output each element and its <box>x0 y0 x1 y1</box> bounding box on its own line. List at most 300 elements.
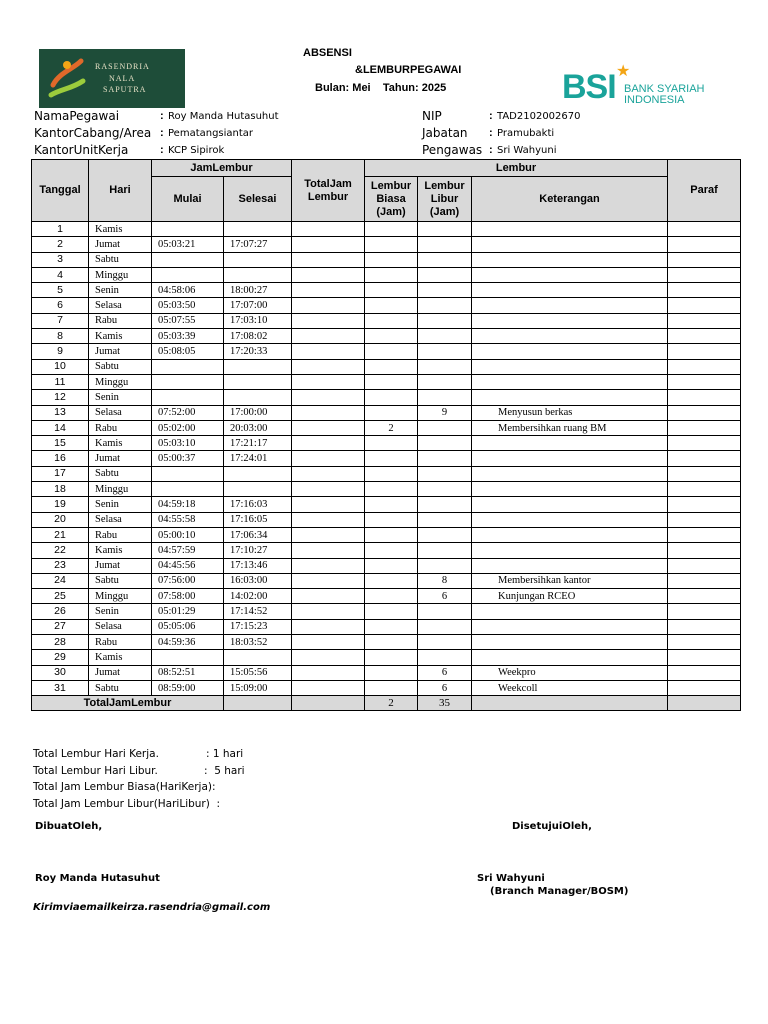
cell-lembur-biasa <box>365 650 418 665</box>
cell-paraf <box>668 466 741 481</box>
cell-mulai: 05:03:10 <box>152 436 224 451</box>
cell-lembur-libur: 6 <box>418 589 472 604</box>
signer-right-role: (Branch Manager/BOSM) <box>490 886 629 897</box>
cell-mulai: 07:56:00 <box>152 573 224 588</box>
nama-label: NamaPegawai <box>34 109 120 123</box>
cell-lembur-libur: 6 <box>418 680 472 695</box>
cell-mulai: 04:59:18 <box>152 497 224 512</box>
cell-selesai: 18:03:52 <box>224 635 292 650</box>
cell-paraf <box>668 329 741 344</box>
table-row <box>32 237 741 252</box>
signer-right-name: Sri Wahyuni <box>477 873 545 884</box>
cell-mulai: 05:08:05 <box>152 344 224 359</box>
cell-paraf <box>668 252 741 267</box>
attendance-table <box>31 159 741 711</box>
cell-keterangan <box>472 237 668 252</box>
table-row <box>32 344 741 359</box>
cell-lembur-biasa <box>365 344 418 359</box>
cell-lembur-libur <box>418 283 472 298</box>
cell-selesai <box>224 222 292 237</box>
cell-keterangan <box>472 329 668 344</box>
cell-total-jam <box>292 267 365 282</box>
cell-tanggal: 19 <box>32 497 89 512</box>
table-row <box>32 329 741 344</box>
cell-keterangan: Membersihkan kantor <box>472 573 668 588</box>
cell-mulai <box>152 650 224 665</box>
table-row <box>32 466 741 481</box>
cell-hari: Jumat <box>89 451 152 466</box>
cell-tanggal: 13 <box>32 405 89 420</box>
cell-mulai <box>152 252 224 267</box>
doc-title-1: ABSENSI <box>303 47 352 59</box>
cell-lembur-libur <box>418 313 472 328</box>
cell-keterangan <box>472 252 668 267</box>
pengawas-colon: : <box>489 144 493 156</box>
cell-lembur-biasa <box>365 267 418 282</box>
nama-colon: : <box>160 110 164 122</box>
unit-label: KantorUnitKerja <box>34 143 129 157</box>
kantor-colon: : <box>160 127 164 139</box>
cell-mulai: 05:00:37 <box>152 451 224 466</box>
cell-paraf <box>668 650 741 665</box>
cell-lembur-libur <box>418 222 472 237</box>
table-row <box>32 619 741 634</box>
header-selesai: Selesai <box>224 177 292 222</box>
header-lembur: Lembur <box>365 160 668 177</box>
cell-selesai: 17:16:05 <box>224 512 292 527</box>
cell-lembur-libur <box>418 619 472 634</box>
cell-hari: Minggu <box>89 589 152 604</box>
cell-keterangan <box>472 635 668 650</box>
header-jam-lembur: JamLembur <box>152 160 292 177</box>
cell-lembur-libur <box>418 374 472 389</box>
cell-total-jam <box>292 604 365 619</box>
cell-total-jam <box>292 558 365 573</box>
cell-mulai <box>152 374 224 389</box>
table-row <box>32 359 741 374</box>
cell-tanggal: 31 <box>32 680 89 695</box>
cell-total-jam <box>292 497 365 512</box>
cell-total-jam <box>292 298 365 313</box>
cell-hari: Sabtu <box>89 573 152 588</box>
cell-keterangan <box>472 527 668 542</box>
cell-hari: Jumat <box>89 344 152 359</box>
kantor-value: Pematangsiantar <box>168 128 254 139</box>
cell-tanggal: 28 <box>32 635 89 650</box>
cell-total-jam <box>292 543 365 558</box>
table-row <box>32 680 741 695</box>
cell-total-jam <box>292 405 365 420</box>
table-row <box>32 482 741 497</box>
cell-paraf <box>668 420 741 435</box>
cell-paraf <box>668 436 741 451</box>
cell-lembur-libur <box>418 466 472 481</box>
cell-total-jam <box>292 619 365 634</box>
cell-lembur-libur <box>418 497 472 512</box>
table-row <box>32 420 741 435</box>
cell-keterangan <box>472 359 668 374</box>
cell-keterangan <box>472 512 668 527</box>
cell-hari: Senin <box>89 390 152 405</box>
table-row <box>32 283 741 298</box>
total-lembur-biasa: 2 <box>365 696 418 711</box>
cell-hari: Senin <box>89 497 152 512</box>
cell-keterangan: Membersihkan ruang BM <box>472 420 668 435</box>
cell-selesai: 17:00:00 <box>224 405 292 420</box>
cell-hari: Senin <box>89 283 152 298</box>
cell-lembur-biasa <box>365 329 418 344</box>
cell-lembur-biasa <box>365 635 418 650</box>
cell-total-jam <box>292 680 365 695</box>
cell-selesai <box>224 267 292 282</box>
cell-keterangan <box>472 390 668 405</box>
unit-value: KCP Sipirok <box>168 145 225 156</box>
table-row <box>32 405 741 420</box>
cell-hari: Kamis <box>89 436 152 451</box>
cell-selesai: 17:10:27 <box>224 543 292 558</box>
summary-jam-libur-label: Total Jam Lembur Libur(HariLibur) : <box>33 798 221 810</box>
cell-selesai: 17:07:27 <box>224 237 292 252</box>
cell-total-jam <box>292 222 365 237</box>
cell-lembur-biasa <box>365 665 418 680</box>
cell-paraf <box>668 665 741 680</box>
cell-lembur-biasa <box>365 313 418 328</box>
cell-total-jam <box>292 650 365 665</box>
bsi-logo-mark: BSI <box>562 68 616 106</box>
cell-total-jam <box>292 329 365 344</box>
cell-lembur-libur <box>418 512 472 527</box>
cell-tanggal: 17 <box>32 466 89 481</box>
cell-selesai: 17:08:02 <box>224 329 292 344</box>
cell-lembur-biasa <box>365 573 418 588</box>
cell-hari: Kamis <box>89 329 152 344</box>
cell-paraf <box>668 222 741 237</box>
table-row <box>32 589 741 604</box>
cell-hari: Jumat <box>89 665 152 680</box>
cell-paraf <box>668 558 741 573</box>
cell-total-jam <box>292 512 365 527</box>
cell-mulai <box>152 359 224 374</box>
cell-lembur-biasa <box>365 405 418 420</box>
summary-hari-libur-value: : 5 hari <box>204 765 245 777</box>
cell-selesai: 15:09:00 <box>224 680 292 695</box>
cell-lembur-biasa <box>365 604 418 619</box>
cell-mulai: 05:01:29 <box>152 604 224 619</box>
cell-keterangan <box>472 344 668 359</box>
cell-mulai: 05:03:21 <box>152 237 224 252</box>
kantor-label: KantorCabang/Area <box>34 126 152 140</box>
cell-hari: Selasa <box>89 405 152 420</box>
cell-paraf <box>668 512 741 527</box>
cell-hari: Jumat <box>89 237 152 252</box>
cell-selesai: 20:03:00 <box>224 420 292 435</box>
cell-hari: Senin <box>89 604 152 619</box>
cell-selesai <box>224 390 292 405</box>
cell-lembur-libur <box>418 543 472 558</box>
cell-keterangan <box>472 283 668 298</box>
header-mulai: Mulai <box>152 177 224 222</box>
email-note: Kirimviaemailkeirza.rasendria@gmail.com <box>33 902 271 913</box>
cell-mulai: 05:05:06 <box>152 619 224 634</box>
table-row <box>32 451 741 466</box>
cell-lembur-biasa <box>365 222 418 237</box>
logo-line-3: SAPUTRA <box>103 85 147 94</box>
cell-tanggal: 29 <box>32 650 89 665</box>
cell-mulai: 04:45:56 <box>152 558 224 573</box>
table-row <box>32 543 741 558</box>
cell-total-jam <box>292 390 365 405</box>
cell-lembur-biasa <box>365 436 418 451</box>
bsi-logo-line-1: BANK SYARIAH <box>624 83 705 95</box>
cell-lembur-biasa <box>365 482 418 497</box>
cell-lembur-libur <box>418 436 472 451</box>
cell-paraf <box>668 497 741 512</box>
cell-mulai: 04:57:59 <box>152 543 224 558</box>
table-row <box>32 374 741 389</box>
cell-lembur-biasa <box>365 298 418 313</box>
cell-keterangan <box>472 436 668 451</box>
cell-lembur-libur <box>418 558 472 573</box>
table-row <box>32 558 741 573</box>
cell-selesai: 17:14:52 <box>224 604 292 619</box>
cell-keterangan: Menyusun berkas <box>472 405 668 420</box>
cell-total-jam <box>292 589 365 604</box>
cell-tanggal: 7 <box>32 313 89 328</box>
cell-selesai: 17:13:46 <box>224 558 292 573</box>
cell-mulai: 04:58:06 <box>152 283 224 298</box>
cell-lembur-libur <box>418 390 472 405</box>
cell-tanggal: 30 <box>32 665 89 680</box>
cell-tanggal: 6 <box>32 298 89 313</box>
cell-mulai: 05:00:10 <box>152 527 224 542</box>
cell-lembur-biasa: 2 <box>365 420 418 435</box>
cell-keterangan <box>472 543 668 558</box>
cell-lembur-libur <box>418 237 472 252</box>
cell-lembur-libur <box>418 650 472 665</box>
cell-tanggal: 14 <box>32 420 89 435</box>
cell-mulai: 05:02:00 <box>152 420 224 435</box>
table-row <box>32 665 741 680</box>
cell-hari: Rabu <box>89 527 152 542</box>
cell-tanggal: 20 <box>32 512 89 527</box>
cell-lembur-libur <box>418 329 472 344</box>
cell-hari: Minggu <box>89 374 152 389</box>
table-row <box>32 222 741 237</box>
cell-hari: Kamis <box>89 222 152 237</box>
summary-jam-biasa-label: Total Jam Lembur Biasa(HariKerja): <box>33 781 216 793</box>
cell-tanggal: 12 <box>32 390 89 405</box>
cell-tanggal: 2 <box>32 237 89 252</box>
cell-mulai: 07:52:00 <box>152 405 224 420</box>
cell-selesai <box>224 374 292 389</box>
cell-paraf <box>668 451 741 466</box>
jabatan-value: Pramubakti <box>497 128 555 139</box>
dibuat-oleh: DibuatOleh, <box>35 821 103 832</box>
cell-selesai <box>224 466 292 481</box>
doc-title-2: &LEMBURPEGAWAI <box>355 64 462 76</box>
table-row <box>32 313 741 328</box>
cell-paraf <box>668 482 741 497</box>
cell-keterangan <box>472 604 668 619</box>
cell-total-jam <box>292 451 365 466</box>
cell-paraf <box>668 604 741 619</box>
cell-lembur-biasa <box>365 237 418 252</box>
cell-tanggal: 9 <box>32 344 89 359</box>
cell-total-jam <box>292 436 365 451</box>
unit-colon: : <box>160 144 164 156</box>
cell-hari: Rabu <box>89 635 152 650</box>
cell-mulai: 08:59:00 <box>152 680 224 695</box>
cell-paraf <box>668 313 741 328</box>
cell-selesai: 16:03:00 <box>224 573 292 588</box>
cell-selesai <box>224 252 292 267</box>
cell-lembur-libur <box>418 267 472 282</box>
cell-lembur-libur <box>418 359 472 374</box>
cell-hari: Kamis <box>89 650 152 665</box>
cell-keterangan: Weekcoll <box>472 680 668 695</box>
cell-lembur-biasa <box>365 252 418 267</box>
cell-selesai: 17:15:23 <box>224 619 292 634</box>
cell-lembur-biasa <box>365 451 418 466</box>
cell-lembur-libur <box>418 635 472 650</box>
cell-selesai <box>224 359 292 374</box>
header-tanggal: Tanggal <box>32 160 89 222</box>
cell-tanggal: 5 <box>32 283 89 298</box>
header-lembur-libur: Lembur Libur (Jam) <box>418 177 472 222</box>
jabatan-colon: : <box>489 127 493 139</box>
header-hari: Hari <box>89 160 152 222</box>
cell-hari: Sabtu <box>89 466 152 481</box>
cell-keterangan <box>472 374 668 389</box>
cell-tanggal: 27 <box>32 619 89 634</box>
cell-selesai: 17:20:33 <box>224 344 292 359</box>
cell-keterangan <box>472 466 668 481</box>
cell-paraf <box>668 405 741 420</box>
cell-lembur-biasa <box>365 374 418 389</box>
table-row <box>32 436 741 451</box>
cell-tanggal: 10 <box>32 359 89 374</box>
cell-mulai: 05:03:50 <box>152 298 224 313</box>
cell-paraf <box>668 298 741 313</box>
cell-selesai <box>224 482 292 497</box>
cell-tanggal: 15 <box>32 436 89 451</box>
cell-lembur-biasa <box>365 283 418 298</box>
bsi-logo <box>558 63 718 110</box>
cell-selesai: 17:06:34 <box>224 527 292 542</box>
cell-tanggal: 18 <box>32 482 89 497</box>
cell-selesai: 18:00:27 <box>224 283 292 298</box>
cell-paraf <box>668 635 741 650</box>
cell-keterangan: Weekpro <box>472 665 668 680</box>
bsi-logo-line-2: INDONESIA <box>624 94 685 106</box>
cell-lembur-biasa <box>365 589 418 604</box>
cell-lembur-libur <box>418 482 472 497</box>
table-row <box>32 252 741 267</box>
cell-total-jam <box>292 420 365 435</box>
cell-mulai: 04:59:36 <box>152 635 224 650</box>
cell-tanggal: 26 <box>32 604 89 619</box>
table-row <box>32 635 741 650</box>
cell-tanggal: 11 <box>32 374 89 389</box>
cell-paraf <box>668 527 741 542</box>
total-label: TotalJamLembur <box>32 696 224 711</box>
nama-value: Roy Manda Hutasuhut <box>168 111 279 122</box>
cell-mulai: 04:55:58 <box>152 512 224 527</box>
cell-hari: Minggu <box>89 267 152 282</box>
cell-selesai: 17:21:17 <box>224 436 292 451</box>
cell-lembur-libur: 8 <box>418 573 472 588</box>
nip-value: TAD2102002670 <box>497 111 581 122</box>
cell-lembur-libur <box>418 252 472 267</box>
summary-hari-libur-label: Total Lembur Hari Libur. <box>33 765 158 777</box>
cell-hari: Sabtu <box>89 680 152 695</box>
cell-paraf <box>668 267 741 282</box>
table-row <box>32 298 741 313</box>
table-row <box>32 267 741 282</box>
cell-total-jam <box>292 237 365 252</box>
cell-selesai: 15:05:56 <box>224 665 292 680</box>
pengawas-value: Sri Wahyuni <box>497 145 557 156</box>
cell-hari: Sabtu <box>89 359 152 374</box>
cell-selesai <box>224 650 292 665</box>
logo-line-2: NALA <box>109 74 136 83</box>
cell-paraf <box>668 573 741 588</box>
cell-tanggal: 3 <box>32 252 89 267</box>
total-empty-3 <box>472 696 668 711</box>
cell-lembur-biasa <box>365 680 418 695</box>
cell-lembur-biasa <box>365 619 418 634</box>
cell-keterangan <box>472 650 668 665</box>
cell-total-jam <box>292 482 365 497</box>
doc-period: Bulan: Mei Tahun: 2025 <box>315 82 447 94</box>
cell-paraf <box>668 344 741 359</box>
cell-lembur-libur <box>418 604 472 619</box>
cell-mulai <box>152 222 224 237</box>
header-keterangan: Keterangan <box>472 177 668 222</box>
cell-keterangan <box>472 313 668 328</box>
cell-lembur-biasa <box>365 497 418 512</box>
summary-hari-kerja-value: : 1 hari <box>206 748 244 760</box>
table-header-row-1 <box>32 160 741 177</box>
header-total-jam: TotalJam Lembur <box>292 160 365 222</box>
cell-total-jam <box>292 283 365 298</box>
cell-lembur-libur <box>418 420 472 435</box>
cell-tanggal: 22 <box>32 543 89 558</box>
cell-total-jam <box>292 344 365 359</box>
star-icon: ★ <box>616 63 631 80</box>
cell-keterangan <box>472 222 668 237</box>
cell-selesai: 17:16:03 <box>224 497 292 512</box>
header-lembur-biasa: Lembur Biasa (Jam) <box>365 177 418 222</box>
summary-hari-kerja-label: Total Lembur Hari Kerja. <box>33 748 159 760</box>
cell-lembur-libur <box>418 298 472 313</box>
cell-lembur-biasa <box>365 466 418 481</box>
cell-total-jam <box>292 359 365 374</box>
cell-paraf <box>668 359 741 374</box>
cell-selesai: 17:24:01 <box>224 451 292 466</box>
signer-left-name: Roy Manda Hutasuhut <box>35 873 160 884</box>
cell-mulai <box>152 267 224 282</box>
cell-mulai: 05:03:39 <box>152 329 224 344</box>
cell-selesai: 17:03:10 <box>224 313 292 328</box>
cell-tanggal: 25 <box>32 589 89 604</box>
cell-hari: Kamis <box>89 543 152 558</box>
cell-paraf <box>668 237 741 252</box>
cell-total-jam <box>292 665 365 680</box>
logo-line-1: RASENDRIA <box>95 62 150 71</box>
cell-lembur-biasa <box>365 558 418 573</box>
cell-tanggal: 4 <box>32 267 89 282</box>
